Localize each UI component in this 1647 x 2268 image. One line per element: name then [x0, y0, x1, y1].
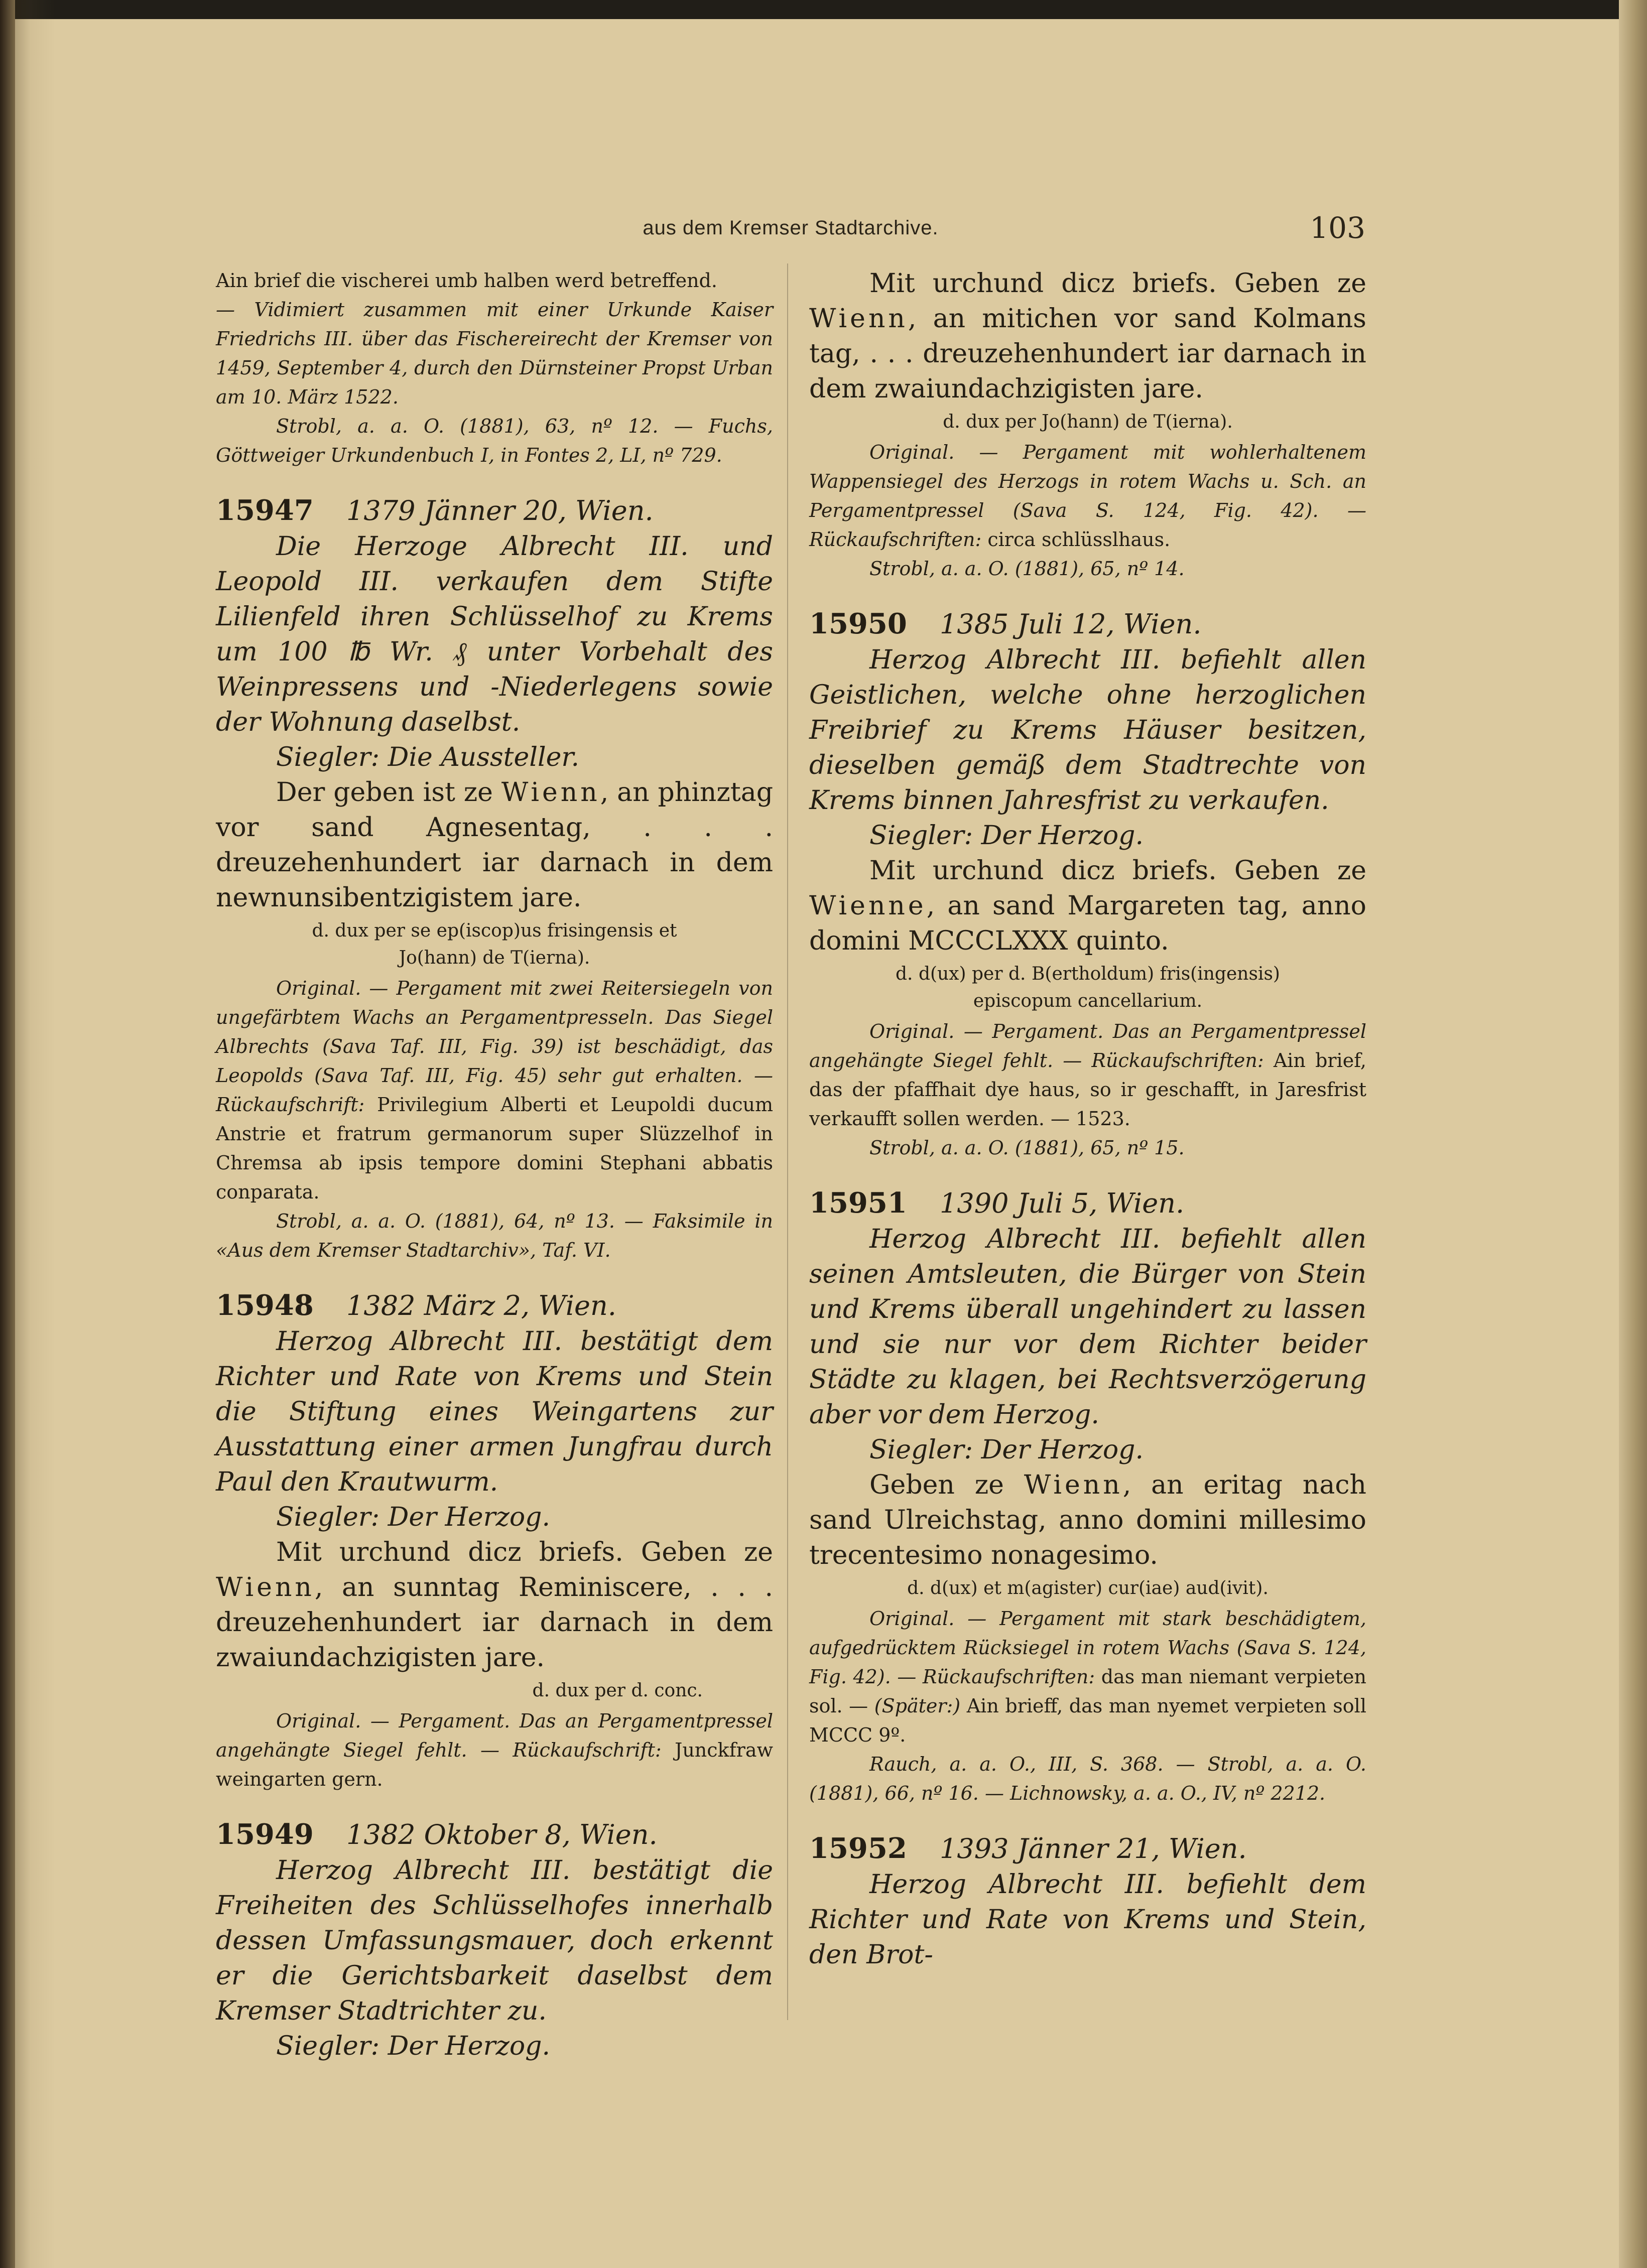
column-divider	[787, 263, 788, 2020]
entry-heading	[216, 1289, 773, 1322]
chancery-note: d. dux per d. conc.	[532, 1680, 703, 1701]
entry-summary: Herzog Albrecht III. befiehlt dem Richter und Rate von Krems und Stein, den Brot-	[809, 1870, 1366, 1970]
entry-date: 1393 Jänner 21, Wien.	[940, 1833, 1247, 1864]
running-title: aus dem Kremser Stadtarchive.	[643, 217, 939, 239]
continued-reference: Strobl, a. a. O. (1881), 65, nº 14.	[869, 558, 1185, 580]
binding-shadow	[0, 0, 15, 2268]
chancery-note: d. d(ux) et m(agister) cur(iae) aud(ivit).	[907, 1578, 1269, 1598]
entry-15949	[216, 1818, 773, 2064]
entry-15950	[809, 607, 1366, 1162]
entry-summary: Herzog Albrecht III. bestätigt dem Richter und Rate von Krems und Stein die Stiftung eines Weingartens zur Ausstattung einer armen Jungfrau durch Paul den Krautwurm.	[216, 1326, 773, 1497]
intro-reference: Strobl, a. a. O. (1881), 63, nº 12. — Fuchs, Göttweiger Urkundenbuch I, in Fontes 2, LI, nº 729.	[216, 415, 773, 466]
entry-15952	[809, 1832, 1366, 1972]
intro-dorsal-note: Ain brief die vischerei umb halben werd betreffend.	[216, 270, 717, 292]
entry-heading	[809, 1186, 1366, 1220]
entry-reference: Strobl, a. a. O. (1881), 65, nº 15.	[869, 1137, 1185, 1159]
continued-original-note: Original. — Pergament mit wohlerhaltenem Wappensiegel des Herzogs in rotem Wachs u. Sch. an Pergamentpressel (Sava S. 124, Fig. 42). — Rückaufschriften: circa schlüsslhaus.	[809, 441, 1366, 551]
entry-date: 1379 Jänner 20, Wien.	[346, 495, 654, 526]
entry-number: 15950	[809, 607, 907, 640]
entry-15951	[809, 1186, 1366, 1808]
entry-number: 15949	[216, 1818, 314, 1851]
entry-sealer: Siegler: Der Herzog.	[869, 821, 1144, 851]
page-edge	[1619, 0, 1647, 2268]
entry-heading	[809, 607, 1366, 640]
entry-text: Der geben ist ze Wienn, an phinztag vor sand Agnesentag, . . . dreuzehenhundert iar darnach in dem newnunsibentzigistem jare.	[216, 777, 774, 913]
entry-heading	[809, 1832, 1366, 1865]
running-header	[216, 211, 1365, 251]
entry-sealer: Siegler: Der Herzog.	[869, 1435, 1144, 1465]
entry-summary: Die Herzoge Albrecht III. und Leopold III. verkaufen dem Stifte Lilienfeld ihren Schlüsselhof zu Krems um 100 ℔ Wr. ₰ unter Vorbehalt des Weinpressens und -Niederlegens sowie der Wohnung daselbst.	[216, 531, 773, 737]
entry-date: 1382 Oktober 8, Wien.	[346, 1819, 658, 1850]
entry-date: 1382 März 2, Wien.	[346, 1290, 616, 1321]
entry-original-note: Original. — Pergament. Das an Pergamentpressel angehängte Siegel fehlt. — Rückaufschriften: Ain brief, das der pfaffhait dye haus, so ir geschafft, in Jaresfrist verkaufft sollen werden. — 1523.	[809, 1020, 1366, 1130]
entry-original-note: Original. — Pergament. Das an Pergamentpressel angehängte Siegel fehlt. — Rückaufschrift: Junckfraw weingarten gern.	[216, 1710, 773, 1790]
entry-heading	[216, 1818, 773, 1851]
entry-summary: Herzog Albrecht III. bestätigt die Freiheiten des Schlüsselhofes innerhalb dessen Umfassungsmauer, doch erkennt er die Gerichtsbarkeit daselbst dem Kremser Stadtrichter zu.	[216, 1855, 773, 2026]
entry-original-note: Original. — Pergament mit stark beschädigtem, aufgedrücktem Rücksiegel in rotem Wachs (Sava S. 124, Fig. 42). — Rückaufschriften: das man niemant verpieten sol. — (Später:) Ain brieff, das man nyemet verpieten soll MCCC 9º.	[809, 1608, 1367, 1746]
chancery-note: d. d(ux) per d. B(ertholdum) fris(ingensis) episcopum cancellarium.	[896, 964, 1280, 1011]
entry-number: 15951	[809, 1186, 907, 1220]
entry-summary: Herzog Albrecht III. befiehlt allen Geistlichen, welche ohne herzoglichen Freibrief zu Krems Häuser besitzen, dieselben gemäß dem Stadtrechte von Krems binnen Jahresfrist zu verkaufen.	[809, 645, 1366, 816]
entry-reference: Rauch, a. a. O., III, S. 368. — Strobl, a. a. O. (1881), 66, nº 16. — Lichnowsky, a. a. O., IV, nº 2212.	[809, 1753, 1366, 1804]
page-number: 103	[1310, 211, 1365, 245]
chancery-note: d. dux per se ep(iscop)us frisingensis et Jo(hann) de T(ierna).	[312, 920, 677, 968]
entry-sealer: Siegler: Der Herzog.	[276, 2031, 550, 2061]
intro-vidimus-note: — Vidimiert zusammen mit einer Urkunde Kaiser Friedrichs III. über das Fischereirecht der Kremser von 1459, September 4, durch den Dürnsteiner Propst Urban am 10. März 1522.	[216, 299, 773, 408]
entry-number: 15948	[216, 1289, 314, 1322]
entry-sealer: Siegler: Der Herzog.	[276, 1502, 550, 1532]
entry-number: 15952	[809, 1832, 907, 1865]
entry-summary: Herzog Albrecht III. befiehlt allen seinen Amtsleuten, die Bürger von Stein und Krems überall ungehindert zu lassen und sie nur vor dem Richter beider Städte zu klagen, bei Rechtsverzögerung aber vor dem Herzog.	[809, 1224, 1366, 1430]
entry-date: 1390 Juli 5, Wien.	[940, 1187, 1185, 1219]
entry-text: Geben ze Wienn, an eritag nach sand Ulreichstag, anno domini millesimo trecentesimo nonagesimo.	[809, 1470, 1366, 1570]
entry-heading	[216, 494, 773, 527]
entry-date: 1385 Juli 12, Wien.	[940, 608, 1202, 640]
entry-text: Mit urchund dicz briefs. Geben ze Wienne, an sand Margareten tag, anno domini MCCCLXXX quinto.	[809, 856, 1366, 956]
entry-reference: Strobl, a. a. O. (1881), 64, nº 13. — Faksimile in «Aus dem Kremser Stadtarchiv», Taf. VI.	[216, 1210, 773, 1261]
left-column	[216, 266, 773, 2064]
entry-number: 15947	[216, 494, 314, 527]
entry-text: Mit urchund dicz briefs. Geben ze Wienn, an sunntag Reminiscere, . . . dreuzehenhundert iar darnach in dem zwaiundachzigisten jare.	[216, 1537, 773, 1673]
chancery-note: d. dux per Jo(hann) de T(ierna).	[943, 412, 1233, 432]
entry-15948	[216, 1289, 773, 1794]
continued-text: Mit urchund dicz briefs. Geben ze Wienn, an mitichen vor sand Kolmans tag, . . . dreuzehenhundert iar darnach in dem zwaiundachzigisten jare.	[809, 269, 1366, 404]
entry-sealer: Siegler: Die Aussteller.	[276, 742, 580, 772]
entry-original-note: Original. — Pergament mit zwei Reitersiegeln von ungefärbtem Wachs an Pergamentpresseln. Das Siegel Albrechts (Sava Taf. III, Fig. 39) ist beschädigt, das Leopolds (Sava Taf. III, Fig. 45) sehr gut erhalten. — Rückaufschrift: Privilegium Alberti et Leupoldi ducum Anstrie et fratrum germanorum super Slüzzelhof in Chremsa ab ipsis tempore domini Stephani abbatis conparata.	[216, 977, 773, 1203]
entry-15947	[216, 494, 773, 1265]
right-column	[809, 266, 1366, 1972]
